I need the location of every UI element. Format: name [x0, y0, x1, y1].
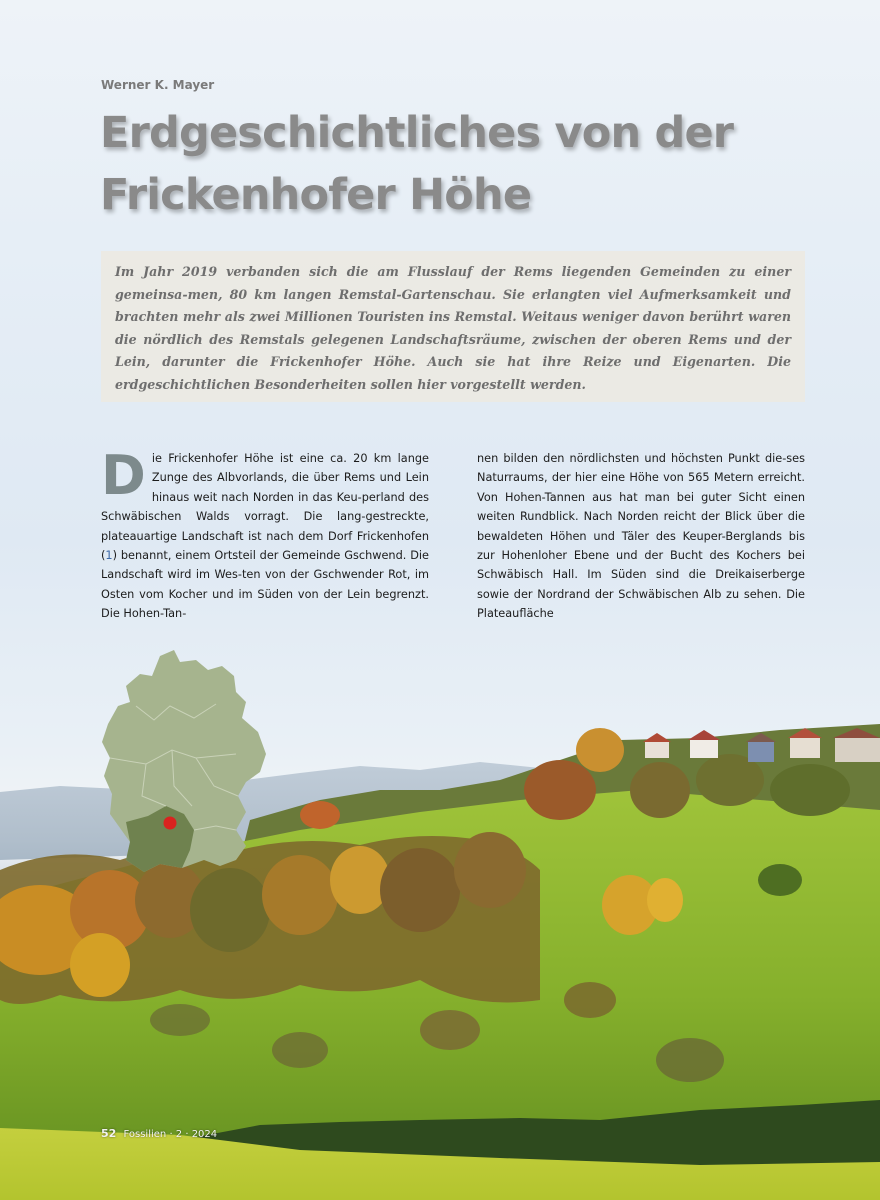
body-column-2: nen bilden den nördlichsten und höchsten Punkt die-ses Naturraums, der hier eine Höhe von 565 Metern erreicht. Von Hohen-Tannen aus hat man bei guter Sicht einen weiten Rundblick. Nach Norden reicht der Blick über die bewaldeten Höhen und Täler des Keuper-Berglands bis zur Hohenloher Ebene und der Bucht des Kochers bei Schwäbisch Hall. Im Süden sind die Dreikaiserberge sowie der Nordrand der Schwäbischen Alb zu sehen. Die Plateaufläche	[477, 452, 805, 621]
intro-box	[101, 251, 805, 402]
page-number: 52	[101, 1127, 117, 1140]
body-column-1	[101, 444, 429, 624]
intro-text: Im Jahr 2019 verbanden sich die am Flusslauf der Rems liegenden Gemeinden zu einer gemeinsa-men, 80 km langen Remstal-Gartenschau. Sie erlangten viel Aufmerksamkeit und brachten mehr als zwei Millionen Touristen ins Remstal. Weitaus weniger davon berührt waren die nördlich des Remstals gelegenen Landschaftsräume, zwischen der oberen Rems und der Lein, darunter die Frickenhofer Höhe. Auch sie hat ihre Reize und Eigenarten. Die erdgeschichtlichen Besonderheiten sollen hier vorgestellt werden.	[115, 264, 791, 392]
body-text-1a: ie Frickenhofer Höhe ist eine ca. 20 km lange Zunge des Albvorlands, die über Rems und Lein hinaus weit nach Norden in das Keu-perland des Schwäbischen Walds vorragt. Die lang-gestreckte, plateauartige Landschaft ist nach dem Dorf Frickenhofen (	[101, 452, 429, 563]
author-name: Werner K. Mayer	[101, 78, 215, 92]
title-line-2: Frickenhofer Höhe	[100, 170, 532, 220]
drop-cap: D	[101, 444, 146, 507]
page-footer	[101, 1127, 217, 1140]
magazine-issue: Fossilien · 2 · 2024	[123, 1129, 218, 1140]
figure-reference[interactable]: 1	[105, 549, 113, 563]
title-line-1: Erdgeschichtliches von der	[100, 108, 734, 158]
body-text-1b: ) benannt, einem Ortsteil der Gemeinde Gschwend. Die Landschaft wird im Wes-ten von der Gschwender Rot, im Osten vom Kocher und im Süden von der Lein begrenzt. Die Hohen-Tan-	[101, 549, 429, 621]
germany-map-icon	[96, 646, 274, 876]
location-marker-icon	[164, 817, 177, 830]
page-title	[100, 102, 820, 226]
